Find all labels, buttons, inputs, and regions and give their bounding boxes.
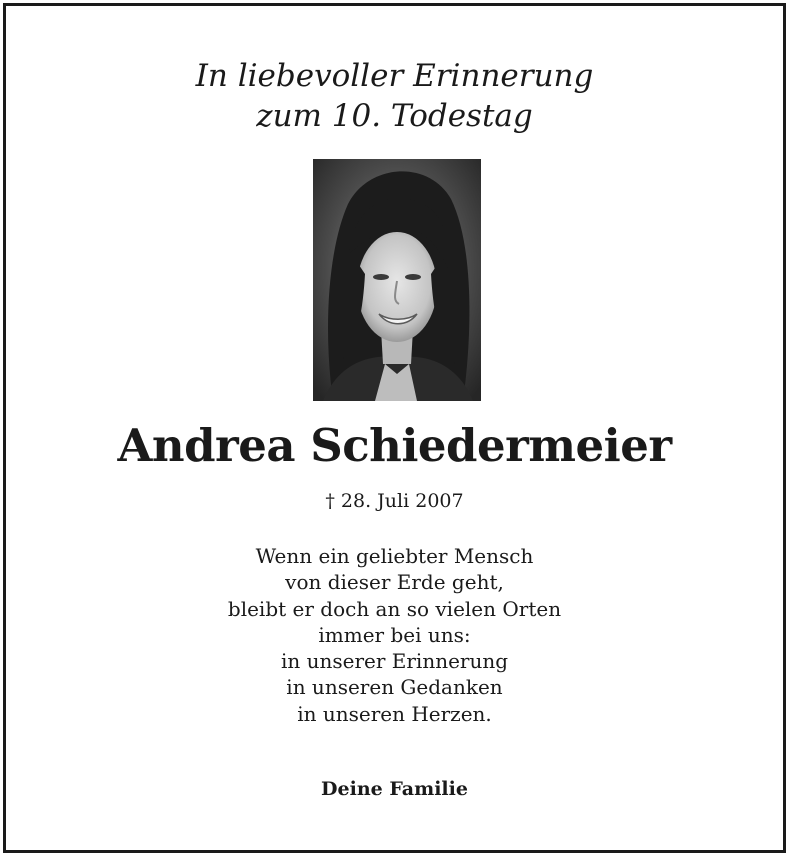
portrait-photo: [313, 159, 481, 401]
death-date: † 28. Juli 2007: [325, 490, 464, 512]
poem-line: in unserer Erinnerung: [280, 649, 509, 674]
poem-line: in unseren Herzen.: [297, 701, 492, 726]
signature: Deine Familie: [321, 778, 468, 800]
poem-line: von dieser Erde geht,: [285, 570, 504, 595]
poem-line: Wenn ein geliebter Mensch: [255, 544, 534, 568]
poem-line: immer bei uns:: [318, 622, 471, 647]
heading-line-1: In liebevoller Erinnerung: [195, 58, 594, 94]
memorial-heading: [6, 56, 783, 136]
heading-line-2: zum 10. Todestag: [256, 98, 533, 134]
deceased-name: Andrea Schiedermeier: [117, 419, 672, 472]
memorial-poem: [6, 543, 783, 727]
poem-line: bleibt er doch an so vielen Orten: [227, 596, 562, 621]
portrait-illustration: [313, 159, 481, 401]
obituary-notice: [3, 3, 786, 853]
poem-line: in unseren Gedanken: [286, 675, 503, 700]
